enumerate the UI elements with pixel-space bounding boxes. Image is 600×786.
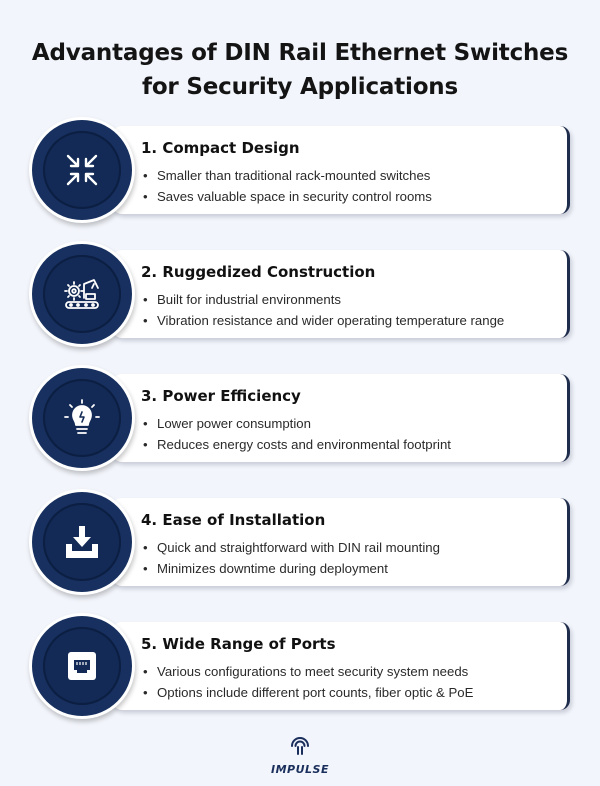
card-title: 3. Power Efficiency bbox=[141, 387, 301, 405]
advantage-card-ease-of-installation bbox=[112, 498, 570, 586]
download-tray-icon bbox=[62, 522, 102, 562]
icon-badge bbox=[29, 117, 135, 223]
icon-badge bbox=[29, 365, 135, 471]
lightbulb-icon bbox=[62, 398, 102, 438]
bullet-item: • Quick and straightforward with DIN rail mounting bbox=[143, 540, 440, 555]
card-title: 4. Ease of Installation bbox=[141, 511, 326, 529]
bullet-item: • Saves valuable space in security control rooms bbox=[143, 189, 432, 204]
bullet-item: • Various configurations to meet security system needs bbox=[143, 664, 469, 679]
bullet-item: • Built for industrial environments bbox=[143, 292, 341, 307]
advantage-card-compact-design bbox=[112, 126, 570, 214]
ethernet-port-icon bbox=[62, 646, 102, 686]
bullet-item: • Smaller than traditional rack-mounted switches bbox=[143, 168, 431, 183]
card-title: 5. Wide Range of Ports bbox=[141, 635, 336, 653]
card-title: 1. Compact Design bbox=[141, 139, 300, 157]
bullet-item: • Reduces energy costs and environmental footprint bbox=[143, 437, 451, 452]
impulse-logo bbox=[270, 736, 330, 776]
advantage-card-power-efficiency bbox=[112, 374, 570, 462]
compress-arrows-icon bbox=[62, 150, 102, 190]
bullet-item: • Lower power consumption bbox=[143, 416, 311, 431]
advantage-card-wide-range-of-ports bbox=[112, 622, 570, 710]
bullet-item: • Vibration resistance and wider operating temperature range bbox=[143, 313, 505, 328]
page-title-line-2: for Security Applications bbox=[142, 74, 458, 100]
page-title-line-1: Advantages of DIN Rail Ethernet Switches bbox=[31, 40, 569, 66]
bullet-item: • Minimizes downtime during deployment bbox=[143, 561, 388, 576]
card-title: 2. Ruggedized Construction bbox=[141, 263, 376, 281]
robotic-arm-conveyor-icon bbox=[62, 274, 102, 314]
advantage-card-ruggedized-construction bbox=[112, 250, 570, 338]
impulse-logo-icon bbox=[289, 736, 311, 756]
icon-badge bbox=[29, 241, 135, 347]
bullet-item: • Options include different port counts, fiber optic & PoE bbox=[143, 685, 474, 700]
page-title bbox=[0, 36, 600, 104]
icon-badge bbox=[29, 489, 135, 595]
icon-badge bbox=[29, 613, 135, 719]
logo-text: IMPULSE bbox=[271, 763, 329, 776]
